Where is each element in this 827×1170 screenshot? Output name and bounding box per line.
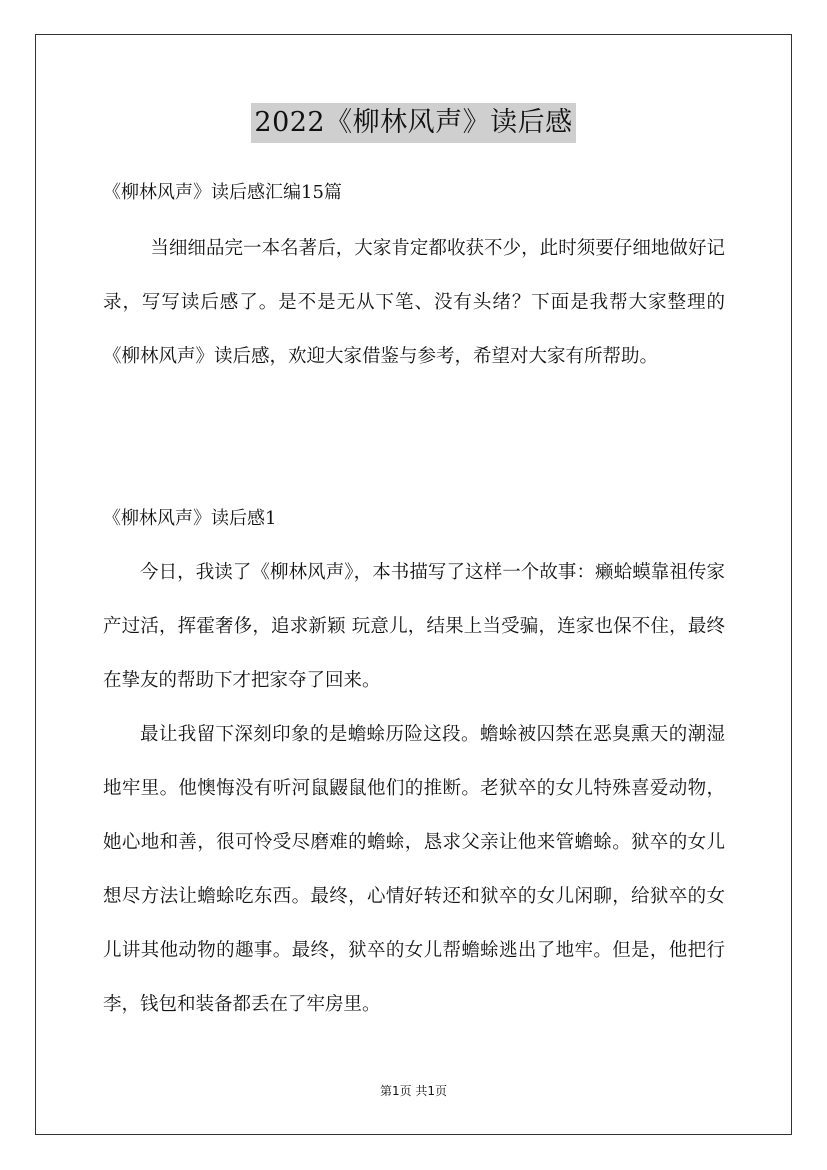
intro-paragraph: 当细细品完一本名著后，大家肯定都收获不少，此时须要仔细地做好记录，写写读后感了。是不是无从下笔、没有头绪？下面是我帮大家整理的《柳林风声》读后感，欢迎大家借鉴与参考，希望对大家有所帮助。 (103, 238, 725, 367)
body-paragraph-2: 最让我留下深刻印象的是蟾蜍历险这段。蟾蜍被囚禁在恶臭熏天的潮湿地牢里。他懊悔没有听河鼠鼹鼠他们的推断。老狱卒的女儿特殊喜爱动物，她心地和善，很可怜受尽磨难的蟾蜍，恳求父亲让他来管蟾蜍。狱卒的女儿想尽方法让蟾蜍吃东西。最终，心情好转还和狱卒的女儿闲聊，给狱卒的女儿讲其他动物的趣事。最终，狱卒的女儿帮蟾蜍逃出了地牢。但是，他把行李，钱包和装备都丢在了牢房里。 (103, 724, 725, 1015)
body-paragraph-1: 今日，我读了《柳林风声》，本书描写了这样一个故事：癞蛤蟆靠祖传家产过活，挥霍奢侈，追求新颖 玩意儿，结果上当受骗，连家也保不住，最终在挚友的帮助下才把家夺了回来。 (103, 562, 725, 691)
section-heading: 《柳林风声》读后感1 (103, 508, 277, 529)
page-number-footer: 第1页 共1页 (379, 1084, 448, 1098)
document-title-text: 2022《柳林风声》读后感 (251, 103, 575, 143)
document-title (0, 101, 827, 143)
document-subtitle: 《柳林风声》读后感汇编15篇 (103, 182, 342, 203)
